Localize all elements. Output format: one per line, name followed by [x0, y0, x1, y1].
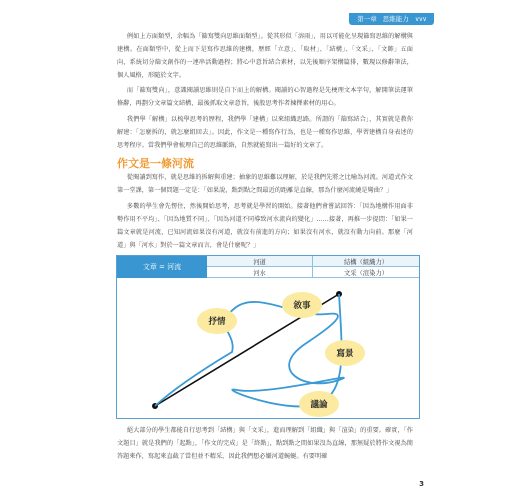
paragraph-2: 而「篩寫雙向」，意識閱讀思維則是自下而上的解構。閱讀的心智過程是先梗理文本字句，解開筆法運筆修辭，再劃分文章篇文結構，最後抓取文章意旨，後股思考作者揀擇素材的用心。 [117, 87, 413, 107]
chapter-title: 思維能力 [382, 15, 409, 23]
figure-title: 文章 = 河流 [117, 256, 207, 278]
paragraph-5: 多數的學生會先愣住，然後開始思考，思考就是學習的開始。接著他們會嘗試回答：「因為地構作用面非勢作用不平均」、「因為地質不同」、「因為河道不同導致河水流向的變化」……接著，再推一步提問：「如果一篇文章就是河流，已知河流如果沒有河道，就沒有前進的方向；如果沒有河水，就沒有動力向前。那麼「河道」與「河水」對於一篇文章而言，會是什麼呢？」 [117, 203, 413, 249]
label-argument: 議論 [310, 400, 328, 410]
river-figure [116, 255, 420, 419]
paragraph-1: 例如上方面類型，余幅為「篩寫雙向思維面類型」。從其形似「溶雨」，用以可能化呈現篩寫思維的解構與建構。在面類型中，從上而下是寫作思維的建構，歷經「立意」、「取材」、「結構」、「文采」、「文飾」五面向，系統切分篩文創作的一連串活動過程；將心中意旨結合素材，以先後順序架構篇排，數現以修辭筆法，個人風格，形隨於文字。 [117, 33, 413, 79]
chapter-decoration: ∨∨∨ [414, 15, 426, 23]
label-description: 寫景 [336, 349, 354, 359]
paragraph-4: 從閱讀到寫作，就是思維的拆解與重建；抽象的思維難以理解，於是我們先將之比喻為河流。河道式作文第一堂課，第一個問題一定是：「如果說，點到點之間最近的距離是直線，那為什麼河流繞是彎曲？」 [117, 174, 413, 194]
figure-table [117, 256, 419, 278]
section-heading: 作文是一條河流 [117, 157, 194, 170]
chapter-tab [349, 13, 434, 25]
chapter-number: 第一章 [357, 15, 377, 23]
figure-cell-structure: 結構（組織力） [313, 256, 419, 267]
river-diagram [117, 278, 419, 418]
figure-cell-water: 河水 [207, 267, 313, 278]
paragraph-3: 我們學「解構」以梳學思考的歷程，我們學「建構」以來組織思路。所謂的「篩寫結合」，其實就是教你解建：「怎麼拆的，就怎麼組回去」。因此，作文是一種寫作行為，也是一種寫作思維，學習建構自身表述的思考程序。當我們學會梳理自己的思維脈絡，自然就能寫出一篇好的文章了。 [117, 116, 413, 149]
figure-cell-channel: 河道 [207, 256, 313, 267]
page-number: 3 [419, 480, 424, 488]
label-lyric: 抒情 [208, 317, 226, 327]
label-narrative: 敘事 [293, 301, 311, 311]
paragraph-6: 絕大部分的學生都能自行思考到「結構」與「文采」，進而理解到「組織」與「渲染」的重要。確實，「作文題目」就是我們的「起點」，「作文的完成」是「終點」，點到點之間如果沒為直線，那無疑於將作文視為簡答題來作，寫起來直截了當但並不精采，因此我們想必嫌河道蜿蜒。有要明確 [117, 427, 413, 460]
figure-cell-rhetoric: 文采（渲染力） [313, 267, 419, 278]
